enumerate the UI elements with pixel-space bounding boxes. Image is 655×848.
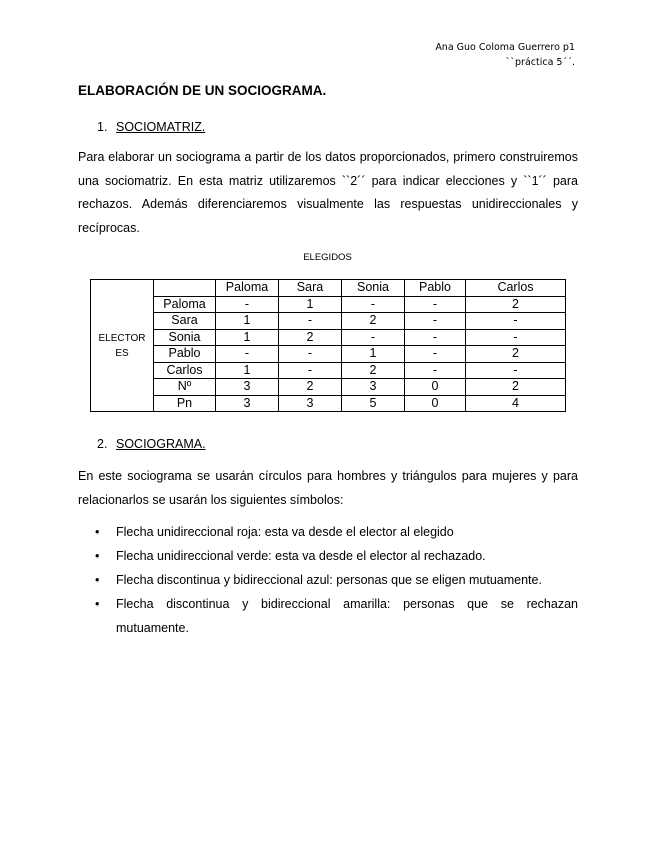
table-cell: 0 [405, 379, 466, 396]
table-row [91, 362, 566, 379]
paragraph-sociograma: En este sociograma se usarán círculos para hombres y triángulos para mujeres y para relacionarlos se usarán los siguientes símbolos: [78, 469, 578, 507]
corner-cell [154, 280, 216, 297]
table-header-row [91, 280, 566, 297]
table-row [91, 395, 566, 412]
table-row [91, 313, 566, 330]
list-item [78, 544, 578, 568]
table-cell: 2 [279, 379, 342, 396]
table-cell: 1 [342, 346, 405, 363]
section-number: 2. [97, 437, 108, 451]
table-cell: 2 [279, 329, 342, 346]
row-label: Paloma [154, 296, 216, 313]
bullet-icon: • [95, 597, 100, 611]
table-cell: 2 [466, 296, 566, 313]
paragraph-intro: Para elaborar un sociograma a partir de los datos proporcionados, primero construiremos una sociomatriz. En esta matriz utilizaremos ``2´´ para indicar elecciones y ``1´´ para rechazos. Además diferenciaremos visualmente las respuestas unidireccionales y recíprocas. [78, 150, 578, 235]
list-item [78, 592, 578, 640]
table-caption-elegidos: ELEGIDOS [303, 252, 352, 263]
table-cell: - [466, 329, 566, 346]
page-header [435, 40, 575, 70]
table-cell: 3 [279, 395, 342, 412]
table-cell: 4 [466, 395, 566, 412]
column-header: Paloma [216, 280, 279, 297]
table-cell: 3 [216, 395, 279, 412]
table-cell: - [405, 313, 466, 330]
symbols-list [78, 520, 578, 640]
table-cell: - [342, 296, 405, 313]
table-cell: 3 [342, 379, 405, 396]
column-header: Pablo [405, 280, 466, 297]
table-cell: 1 [216, 329, 279, 346]
column-header: Sara [279, 280, 342, 297]
table-cell: - [405, 296, 466, 313]
column-header: Sonia [342, 280, 405, 297]
section-heading-sociomatriz [97, 120, 205, 134]
table-cell: - [279, 362, 342, 379]
row-label: Sara [154, 313, 216, 330]
table-cell: - [466, 362, 566, 379]
list-item-text: Flecha discontinua y bidireccional azul: personas que se eligen mutuamente. [116, 573, 542, 587]
table-cell: - [216, 296, 279, 313]
table-row [91, 346, 566, 363]
table-cell: - [216, 346, 279, 363]
table-cell: 2 [342, 313, 405, 330]
document-title: ELABORACIÓN DE UN SOCIOGRAMA. [78, 83, 327, 98]
sociomatrix-table [90, 279, 566, 412]
table-cell: 1 [279, 296, 342, 313]
table-cell: - [279, 346, 342, 363]
column-header: Carlos [466, 280, 566, 297]
table-row [91, 296, 566, 313]
row-label: Nº [154, 379, 216, 396]
table-cell: - [279, 313, 342, 330]
section-title: SOCIOGRAMA. [116, 437, 206, 451]
section-title: SOCIOMATRIZ. [116, 120, 206, 134]
row-label: Sonia [154, 329, 216, 346]
table-cell: - [405, 329, 466, 346]
table-cell: 1 [216, 362, 279, 379]
header-author: Ana Guo Coloma Guerrero p1 [435, 42, 575, 53]
table-cell: 0 [405, 395, 466, 412]
table-cell: 5 [342, 395, 405, 412]
row-label: Pn [154, 395, 216, 412]
bullet-icon: • [95, 525, 100, 539]
section-number: 1. [97, 120, 108, 134]
electores-label: ELECTOR ES [98, 332, 146, 359]
header-practice: ``práctica 5´´. [505, 57, 575, 68]
section-heading-sociograma [97, 437, 206, 451]
table-cell: 2 [466, 346, 566, 363]
table-row [91, 379, 566, 396]
list-item-text: Flecha unidireccional verde: esta va desde el elector al rechazado. [116, 549, 486, 563]
table-cell: 1 [216, 313, 279, 330]
table-cell: - [466, 313, 566, 330]
table-cell: - [405, 346, 466, 363]
row-label: Pablo [154, 346, 216, 363]
table-row [91, 329, 566, 346]
table-cell: 3 [216, 379, 279, 396]
table-cell: 2 [466, 379, 566, 396]
table-cell: - [405, 362, 466, 379]
list-item-text: Flecha unidireccional roja: esta va desde el elector al elegido [116, 525, 454, 539]
row-label: Carlos [154, 362, 216, 379]
table-cell: - [342, 329, 405, 346]
list-item [78, 520, 578, 544]
list-item [78, 568, 578, 592]
electores-label-cell [91, 280, 154, 412]
list-item-text: Flecha discontinua y bidireccional amarilla: personas que se rechazan mutuamente. [116, 597, 578, 635]
bullet-icon: • [95, 549, 100, 563]
bullet-icon: • [95, 573, 100, 587]
table-cell: 2 [342, 362, 405, 379]
